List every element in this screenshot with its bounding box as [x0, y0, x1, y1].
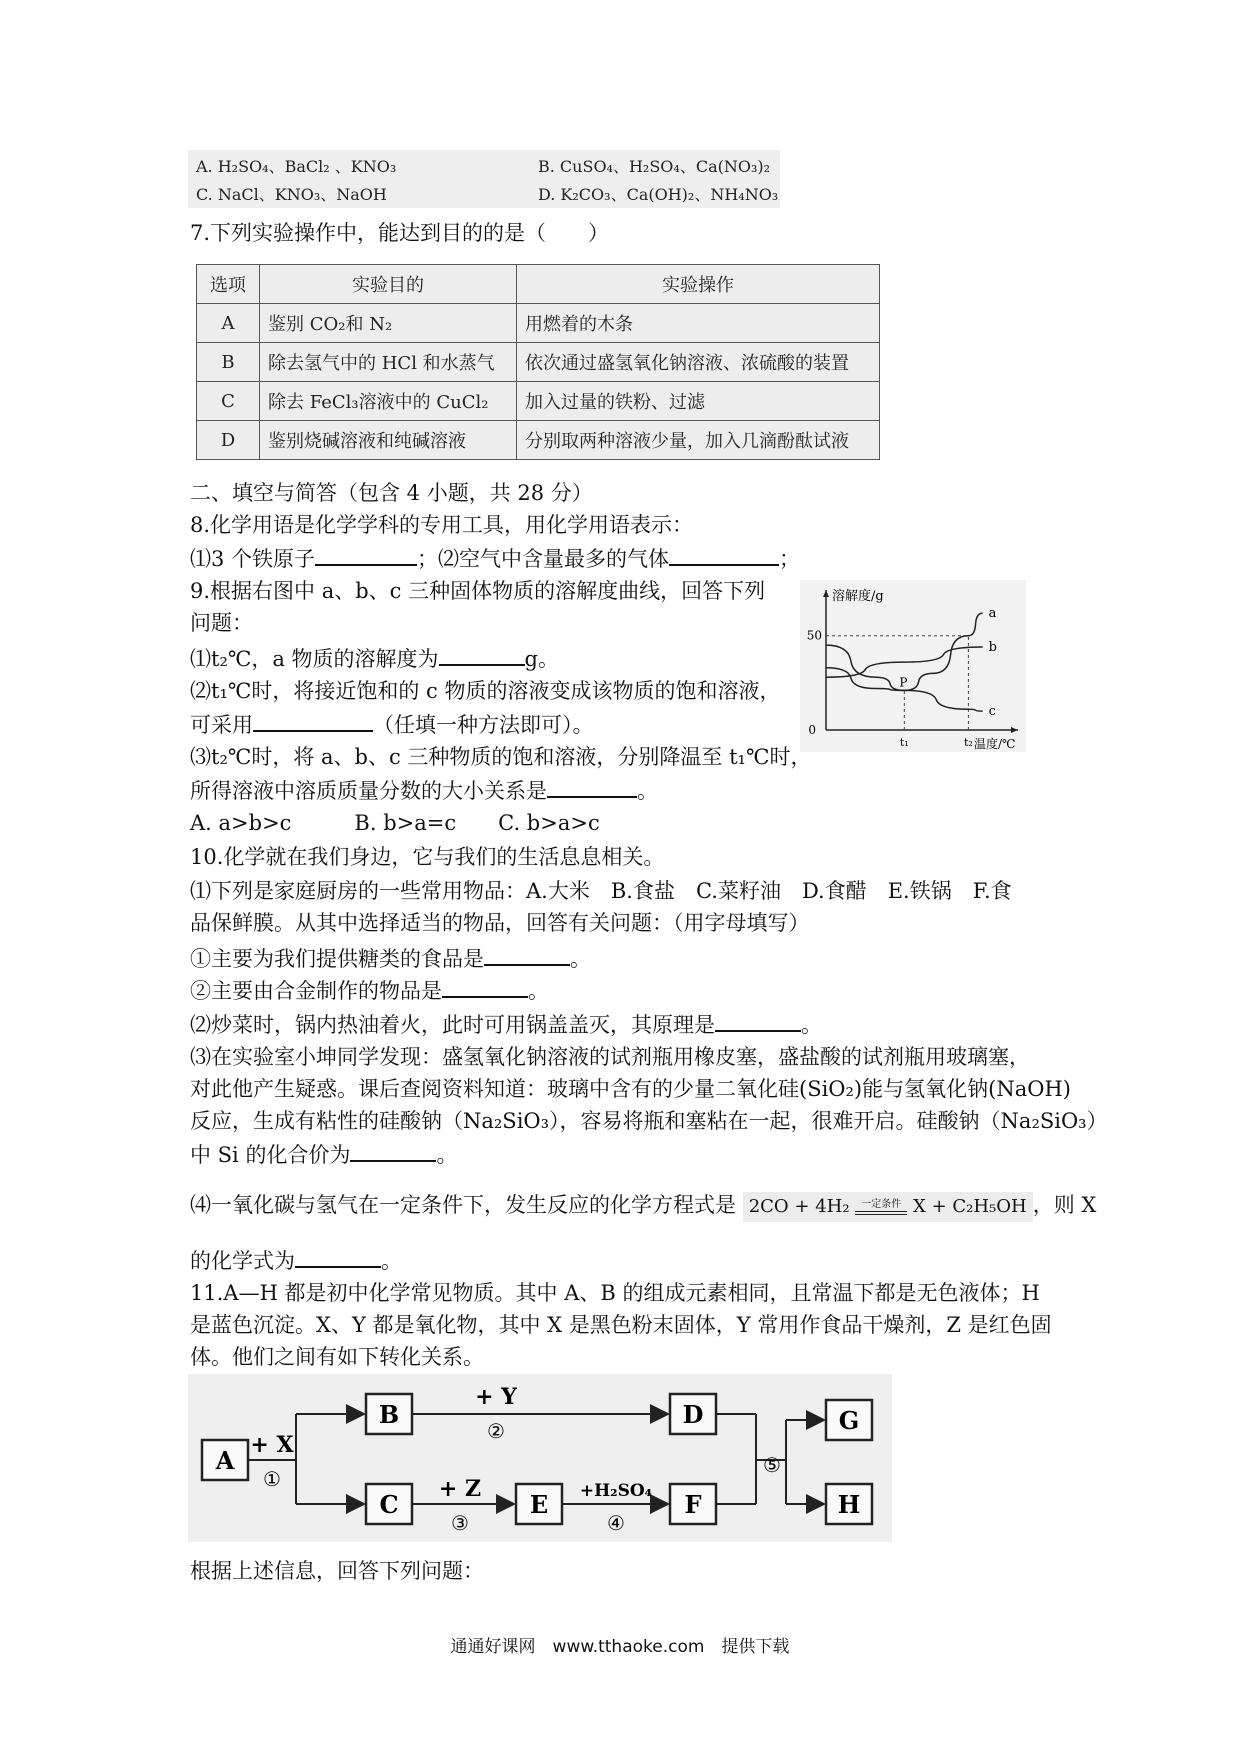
step-4: ④ — [607, 1511, 625, 1535]
node-g-label: G — [838, 1406, 860, 1435]
x-axis-arrowhead — [1011, 727, 1018, 733]
q10-item1-text: ①主要为我们提供糖类的食品是 — [190, 947, 484, 971]
table-cell-option: B — [197, 343, 260, 382]
q8-end: ； — [779, 547, 801, 571]
q10-period: 。 — [528, 979, 549, 1003]
step-3: ③ — [451, 1511, 469, 1535]
q10-blank-2[interactable] — [442, 974, 528, 998]
q10-p1b: 品保鲜膜。从其中选择适当的物品，回答有关问题：（用字母填写） — [190, 911, 810, 935]
q10-p3b: 对此他产生疑惑。课后查阅资料知道：玻璃中含有的少量二氧化硅(SiO₂)能与氢氧化钠(NaOH) — [190, 1077, 1071, 1101]
q10-blank-1[interactable] — [484, 942, 570, 966]
node-d — [670, 1394, 716, 1434]
q8-parts — [190, 542, 800, 574]
q9-sub1 — [190, 642, 559, 674]
q10-period: 。 — [570, 947, 591, 971]
q10-blank-5[interactable] — [295, 1244, 381, 1268]
q10-p3c: 反应，生成有粘性的硅酸钠（Na₂SiO₃），容易将瓶和塞粘在一起，很难开启。硅酸钠（Na₂SiO₃） — [190, 1109, 1108, 1133]
series-c-label: c — [988, 704, 996, 720]
q6-option-b: B. CuSO₄、H₂SO₄、Ca(NO₃)₂ — [538, 157, 771, 176]
table-row — [197, 421, 880, 460]
intersection-point-label: P — [899, 675, 908, 690]
q9-sub3c-text: 。 — [637, 779, 658, 803]
table-cell-operation: 依次通过盛氢氧化钠溶液、浓硫酸的装置 — [517, 343, 880, 382]
q10-p3a: ⑶在实验室小坤同学发现：盛氢氧化钠溶液的试剂瓶用橡皮塞，盛盐酸的试剂瓶用玻璃塞， — [190, 1045, 1030, 1069]
q9-sub1-text: ⑴t₂℃，a 物质的溶解度为 — [190, 647, 439, 671]
node-e — [516, 1484, 562, 1524]
table-header-goal: 实验目的 — [260, 265, 517, 304]
q10-p4c-text: 的化学式为 — [190, 1249, 295, 1273]
q6-option-c: C. NaCl、KNO₃、NaOH — [196, 185, 387, 204]
table-cell-goal: 鉴别 CO₂和 N₂ — [260, 304, 517, 343]
label-plus-x: + X — [250, 1432, 294, 1458]
node-b-label: B — [378, 1400, 400, 1429]
q7-stem: 7.下列实验操作中，能达到目的的是（ ） — [190, 221, 610, 245]
q11-line3: 体。他们之间有如下转化关系。 — [190, 1345, 484, 1369]
q11-line1: 11.A—H 都是初中化学常见物质。其中 A、B 的组成元素相同，且常温下都是无色液体；H — [190, 1281, 1040, 1305]
label-plus-z: + Z — [438, 1476, 482, 1502]
q9-blank-2[interactable] — [253, 708, 373, 732]
q9-blank-3[interactable] — [547, 774, 637, 798]
q10-p4c — [190, 1244, 402, 1276]
q9-blank-1[interactable] — [439, 642, 525, 666]
q10-item2 — [190, 974, 549, 1006]
q9-sub2b — [190, 708, 594, 740]
node-h-label: H — [837, 1490, 861, 1519]
q9-line2: 问题： — [190, 611, 253, 635]
q10-p3d — [190, 1138, 457, 1170]
q10-period: 。 — [381, 1249, 402, 1273]
label-plus-y: + Y — [475, 1384, 517, 1410]
step-2: ② — [487, 1419, 505, 1443]
q10-p4b-text: ，则 X — [1032, 1193, 1097, 1217]
table-header-option: 选项 — [197, 265, 260, 304]
table-cell-option: D — [197, 421, 260, 460]
q10-item1 — [190, 942, 591, 974]
table-cell-operation: 分别取两种溶液少量，加入几滴酚酞试液 — [517, 421, 880, 460]
label-plus-h2so4: +H₂SO₄ — [579, 1481, 653, 1501]
table-row — [197, 304, 880, 343]
q10-p1a: ⑴下列是家庭厨房的一些常用物品：A.大米 B.食盐 C.菜籽油 D.食醋 E.铁锅 F.食 — [190, 879, 1012, 903]
q9-sub3b-text: 所得溶液中溶质质量分数的大小关系是 — [190, 779, 547, 803]
q8-part1: ⑴3 个铁原子 — [190, 547, 316, 571]
q9-sub2b-text: 可采用 — [190, 713, 253, 737]
q10-p4a — [190, 1190, 1096, 1222]
equation-condition: 一定条件 — [861, 1198, 902, 1210]
x-tick-label: t₂ — [963, 736, 973, 749]
step-5: ⑤ — [763, 1453, 781, 1477]
equation-double-line — [855, 1211, 907, 1215]
series-a-label: a — [988, 606, 997, 622]
q9-sub1-unit: g。 — [524, 647, 559, 671]
q10-period: 。 — [801, 1013, 822, 1037]
y-tick-label: 50 — [806, 628, 822, 643]
q10-p3d-text: 中 Si 的化合价为 — [190, 1143, 351, 1167]
table-cell-operation: 加入过量的铁粉、过滤 — [517, 382, 880, 421]
table-header-row — [197, 265, 880, 304]
y-axis-arrowhead — [823, 590, 829, 597]
q9-sub2c-text: （任填一种方法即可）。 — [373, 713, 594, 737]
q10-p4a-text: ⑷一氧化碳与氢气在一定条件下，发生反应的化学方程式是 — [190, 1193, 736, 1217]
node-b — [366, 1394, 412, 1434]
page-footer: 通通好课网 www.tthaoke.com 提供下载 — [450, 1637, 790, 1657]
table-cell-option: A — [197, 304, 260, 343]
node-h — [826, 1484, 872, 1524]
q10-item2-text: ②主要由合金制作的物品是 — [190, 979, 442, 1003]
q10-p2 — [190, 1008, 822, 1040]
node-a-label: A — [215, 1446, 235, 1475]
solubility-chart — [800, 580, 1026, 752]
table-cell-option: C — [197, 382, 260, 421]
node-c — [366, 1484, 412, 1524]
q11-after: 根据上述信息，回答下列问题： — [190, 1559, 484, 1583]
equation-left: 2CO + 4H₂ — [748, 1195, 850, 1217]
x-tick-label: 0 — [808, 723, 816, 737]
y-axis-label: 溶解度/g — [832, 589, 884, 604]
q6-option-d: D. K₂CO₃、Ca(OH)₂、NH₄NO₃ — [538, 185, 779, 204]
q8-blank-1[interactable] — [315, 542, 417, 566]
q10-period: 。 — [436, 1143, 458, 1167]
q9-sub3a: ⑶t₂℃时，将 a、b、c 三种物质的饱和溶液，分别降温至 t₁℃时， — [190, 745, 812, 769]
q9-line1: 9.根据右图中 a、b、c 三种固体物质的溶解度曲线，回答下列 — [190, 579, 766, 603]
series-b-label: b — [988, 640, 997, 656]
node-e-label: E — [529, 1490, 549, 1519]
table-header-operation: 实验操作 — [517, 265, 880, 304]
q10-p2-text: ⑵炒菜时，锅内热油着火，此时可用锅盖盖灭，其原理是 — [190, 1013, 715, 1037]
node-g — [826, 1400, 872, 1440]
q10-stem: 10.化学就在我们身边，它与我们的生活息息相关。 — [190, 845, 665, 869]
q11-line2: 是蓝色沉淀。X、Y 都是氧化物，其中 X 是黑色粉末固体，Y 常用作食品干燥剂，Z 是红色固 — [190, 1313, 1052, 1337]
q8-part2: ；⑵空气中含量最多的气体 — [417, 547, 670, 571]
q9-choices: A. a>b>c B. b>a=c C. b>a>c — [190, 811, 600, 835]
q10-blank-3[interactable] — [715, 1008, 801, 1032]
table-cell-goal: 鉴别烧碱溶液和纯碱溶液 — [260, 421, 517, 460]
table-cell-operation: 用燃着的木条 — [517, 304, 880, 343]
node-d-label: D — [682, 1400, 704, 1429]
q6-option-a: A. H₂SO₄、BaCl₂ 、KNO₃ — [196, 157, 397, 176]
equation-right: X + C₂H₅OH — [913, 1195, 1027, 1217]
node-c-label: C — [379, 1490, 399, 1519]
q9-sub2a: ⑵t₁℃时，将接近饱和的 c 物质的溶液变成该物质的饱和溶液， — [190, 679, 781, 703]
section-2-heading: 二、填空与简答（包含 4 小题，共 28 分） — [190, 481, 593, 505]
equation-arrow — [855, 1199, 907, 1215]
q8-stem: 8.化学用语是化学学科的专用工具，用化学用语表示： — [190, 513, 694, 537]
node-a — [202, 1440, 248, 1480]
q8-blank-2[interactable] — [669, 542, 779, 566]
x-axis-label: 温度/℃ — [974, 737, 1016, 751]
table-cell-goal: 除去 FeCl₃溶液中的 CuCl₂ — [260, 382, 517, 421]
table-row — [197, 343, 880, 382]
step-1: ① — [263, 1467, 281, 1491]
node-f — [670, 1484, 716, 1524]
series-b-curve — [826, 647, 983, 677]
node-f-label: F — [684, 1490, 702, 1519]
q9-sub3b — [190, 774, 658, 806]
x-tick-label: t₁ — [899, 736, 909, 749]
chemical-equation — [743, 1192, 1033, 1222]
table-row — [197, 382, 880, 421]
table-cell-goal: 除去氢气中的 HCl 和水蒸气 — [260, 343, 517, 382]
conversion-flow-diagram — [188, 1374, 892, 1542]
q10-blank-4[interactable] — [350, 1138, 436, 1162]
q7-table — [196, 264, 880, 460]
